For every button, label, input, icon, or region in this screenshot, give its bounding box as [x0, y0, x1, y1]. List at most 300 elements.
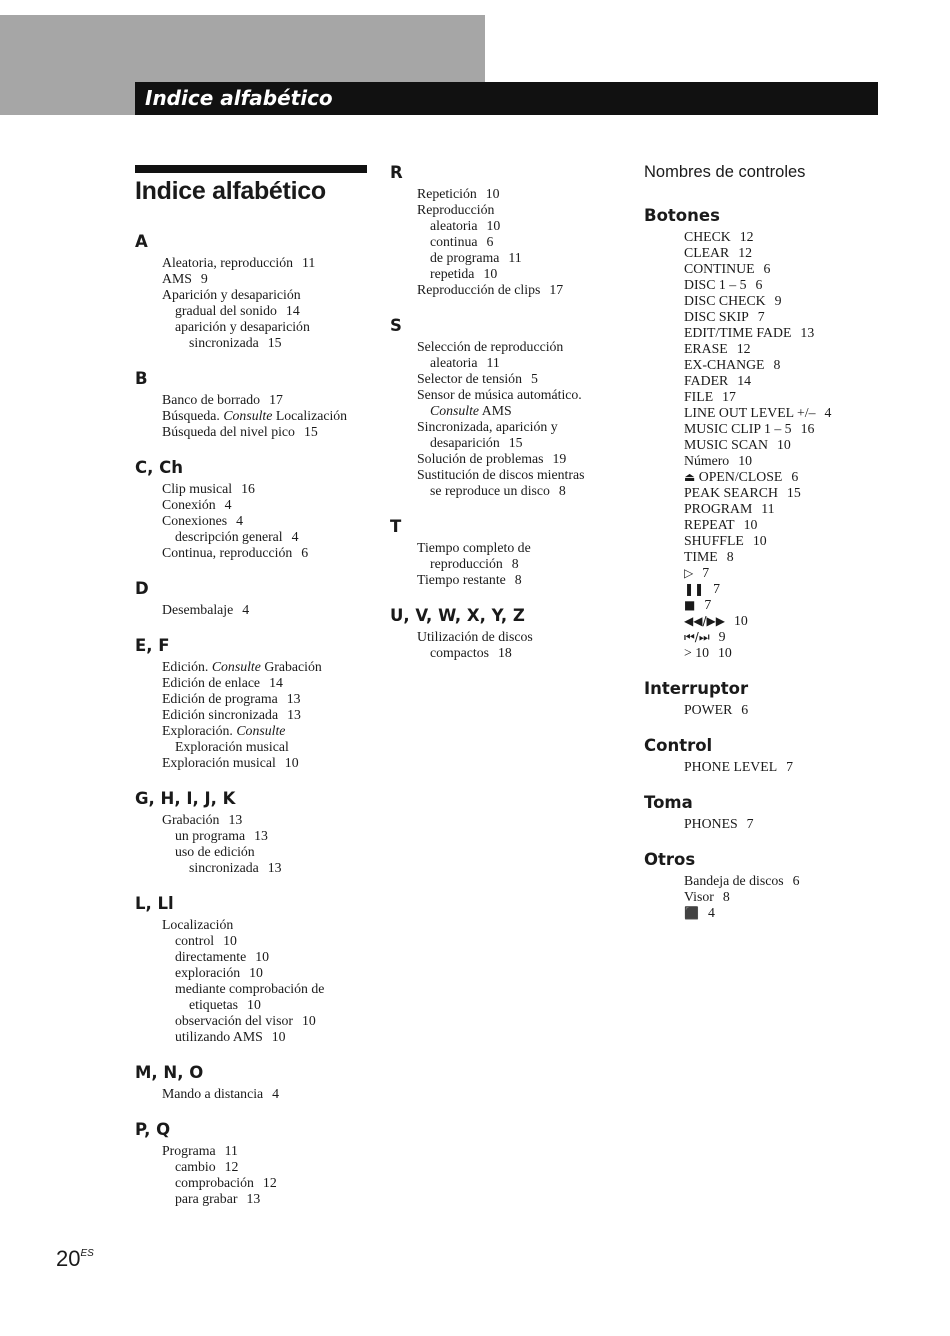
index-entry	[644, 629, 874, 645]
entry-text: control	[175, 933, 215, 948]
index-entry	[390, 419, 620, 435]
title-rule	[135, 165, 367, 173]
page-ref: 11	[486, 355, 500, 370]
index-entry	[135, 739, 375, 755]
page-ref: 17	[549, 282, 564, 297]
page-ref: 10	[249, 965, 263, 980]
index-entry	[644, 905, 874, 921]
section-heading: D	[135, 579, 149, 598]
index-entry	[135, 545, 375, 561]
index-entry	[390, 540, 620, 556]
entry-text: Exploración musical	[175, 739, 289, 754]
page-ref: 6	[486, 234, 494, 249]
section-heading: L, Ll	[135, 894, 174, 913]
index-entry	[390, 282, 620, 298]
entry-text: Utilización de discos	[417, 629, 533, 644]
entry-text: uso de edición	[175, 844, 255, 859]
page-number	[56, 1246, 94, 1272]
index-entry	[135, 271, 375, 287]
index-entry	[135, 691, 375, 707]
entry-list	[390, 540, 620, 588]
entry-text: Aparición y desaparición	[162, 287, 301, 302]
page-ref: 14	[737, 373, 752, 388]
symbol-icon: ❚❚	[684, 582, 705, 596]
index-section	[135, 894, 375, 1045]
page-ref: 11	[224, 1143, 238, 1158]
index-entry	[644, 549, 874, 565]
index-entry	[644, 469, 874, 485]
page-ref: 11	[302, 255, 316, 270]
entry-text: Aleatoria, reproducción	[162, 255, 294, 270]
entry-text: sincronizada	[189, 335, 259, 350]
page-ref: 11	[761, 501, 775, 516]
section-heading: Interruptor	[644, 679, 749, 698]
entry-text: continua	[430, 234, 478, 249]
index-entry	[135, 933, 375, 949]
page-ref: 4	[242, 602, 250, 617]
entry-text: directamente	[175, 949, 247, 964]
entry-text: Selección de reproducción	[417, 339, 564, 354]
entry-text: repetida	[430, 266, 475, 281]
index-section	[644, 850, 874, 921]
index-entry	[135, 303, 375, 319]
page-ref: 15	[508, 435, 523, 450]
index-section	[644, 206, 874, 661]
page-ref: 12	[224, 1159, 239, 1174]
entry-text: aleatoria	[430, 218, 478, 233]
index-entry	[644, 325, 874, 341]
entry-list	[644, 816, 874, 832]
index-entry	[135, 723, 375, 739]
entry-text: EDIT/TIME FADE	[684, 325, 792, 340]
cross-reference-target: Grabación	[264, 659, 322, 674]
page-ref: 10	[223, 933, 237, 948]
entry-text: para grabar	[175, 1191, 238, 1206]
index-entry	[135, 1159, 375, 1175]
entry-text: observación del visor	[175, 1013, 294, 1028]
entry-text: Reproducción de clips	[417, 282, 541, 297]
index-entry	[644, 533, 874, 549]
section-heading: B	[135, 369, 148, 388]
page-ref: 10	[486, 218, 501, 233]
index-entry	[644, 581, 874, 597]
controls-title: Nombres de controles	[644, 163, 806, 181]
page-ref: 10	[255, 949, 270, 964]
index-entry	[135, 860, 375, 876]
entry-text: EX-CHANGE	[684, 357, 765, 372]
index-entry	[390, 234, 620, 250]
index-entry	[390, 629, 620, 645]
entry-text: sincronizada	[189, 860, 259, 875]
index-section	[390, 316, 620, 499]
index-entry	[135, 1143, 375, 1159]
entry-text: un programa	[175, 828, 246, 843]
entry-text: Sustitución de discos mientras	[417, 467, 585, 482]
entry-text: PEAK SEARCH	[684, 485, 778, 500]
entry-list	[135, 481, 375, 561]
entry-text: OPEN/CLOSE	[698, 469, 783, 484]
index-entry	[390, 355, 620, 371]
page-ref: 10	[271, 1029, 286, 1044]
entry-text: CLEAR	[684, 245, 730, 260]
index-entry	[135, 997, 375, 1013]
index-entry	[135, 659, 375, 675]
index-entry	[135, 408, 375, 424]
page-ref: 10	[743, 517, 758, 532]
index-entry	[390, 403, 620, 419]
index-entry	[135, 287, 375, 303]
index-entry	[644, 421, 874, 437]
entry-text: Edición.	[162, 659, 209, 674]
page-ref: 13	[267, 860, 282, 875]
index-entry	[135, 513, 375, 529]
index-entry	[644, 405, 874, 421]
page-ref: 7	[713, 581, 721, 596]
entry-text: Desembalaje	[162, 602, 234, 617]
entry-list	[390, 186, 620, 298]
entry-text: Localización	[162, 917, 234, 932]
entry-text: cambio	[175, 1159, 216, 1174]
section-heading: Control	[644, 736, 713, 755]
cross-reference: Consulte	[430, 403, 480, 418]
index-entry	[390, 202, 620, 218]
page-ref: 15	[786, 485, 801, 500]
index-entry	[644, 373, 874, 389]
page-ref: 10	[247, 997, 261, 1012]
page-ref: 9	[774, 293, 782, 308]
entry-list	[644, 229, 874, 661]
index-entry	[135, 424, 375, 440]
index-entry	[135, 392, 375, 408]
entry-text: Edición sincronizada	[162, 707, 279, 722]
page-ref: 4	[224, 497, 232, 512]
index-entry	[135, 755, 375, 771]
entry-text: Continua, reproducción	[162, 545, 293, 560]
page-ref: 4	[707, 905, 715, 920]
entry-text: etiquetas	[189, 997, 239, 1012]
entry-text: Búsqueda.	[162, 408, 220, 423]
index-section	[135, 1063, 375, 1102]
symbol-icon: ⏮/⏭	[684, 630, 710, 644]
page-ref: 14	[269, 675, 283, 690]
page-ref: 10	[718, 645, 732, 660]
page-ref: 11	[508, 250, 522, 265]
index-section	[390, 517, 620, 588]
index-entry	[135, 481, 375, 497]
page-ref: 7	[702, 565, 710, 580]
section-heading: T	[390, 517, 402, 536]
page-ref: 17	[722, 389, 736, 404]
entry-text: FILE	[684, 389, 714, 404]
page-ref: 7	[757, 309, 765, 324]
index-entry	[644, 613, 874, 629]
entry-text: CHECK	[684, 229, 731, 244]
entry-text: reproducción	[430, 556, 503, 571]
entry-list	[135, 1086, 375, 1102]
entry-list	[644, 873, 874, 921]
page-ref: 6	[763, 261, 771, 276]
entry-text: Bandeja de discos	[684, 873, 784, 888]
index-entry	[644, 873, 874, 889]
entry-text: Exploración.	[162, 723, 233, 738]
index-section	[135, 789, 375, 876]
header-title: Indice alfabético	[145, 86, 333, 110]
index-entry	[390, 387, 620, 403]
index-entry	[644, 293, 874, 309]
index-entry	[390, 451, 620, 467]
page-ref: 10	[302, 1013, 316, 1028]
cross-reference: Consulte	[211, 659, 261, 674]
controls-column	[644, 158, 874, 921]
entry-text: Repetición	[417, 186, 477, 201]
cross-reference-target: AMS	[481, 403, 512, 418]
index-entry	[644, 245, 874, 261]
index-section	[135, 579, 375, 618]
entry-text: Mando a distancia	[162, 1086, 264, 1101]
page-ref: 6	[792, 873, 800, 888]
entry-text: Solución de problemas	[417, 451, 544, 466]
symbol-icon: ⏏	[684, 470, 696, 484]
entry-text: MUSIC CLIP 1 – 5	[684, 421, 792, 436]
page-ref: 17	[269, 392, 283, 407]
entry-text: Conexiones	[162, 513, 228, 528]
entry-text: DISC 1 – 5	[684, 277, 747, 292]
index-entry	[644, 759, 874, 775]
page-ref: 12	[736, 341, 751, 356]
entry-text: MUSIC SCAN	[684, 437, 768, 452]
index-section	[644, 793, 874, 832]
index-entry	[135, 1191, 375, 1207]
entry-text: Tiempo restante	[417, 572, 506, 587]
entry-text: TIME	[684, 549, 718, 564]
entry-text: comprobación	[175, 1175, 254, 1190]
index-entry	[644, 485, 874, 501]
index-entry	[135, 812, 375, 828]
index-section	[390, 163, 620, 298]
page-ref: 7	[786, 759, 794, 774]
section-heading: E, F	[135, 636, 170, 655]
index-entry	[135, 1029, 375, 1045]
page-ref: 10	[284, 755, 299, 770]
entry-text: se reproduce un disco	[430, 483, 550, 498]
index-entry	[390, 339, 620, 355]
entry-text: Sincronizada, aparición y	[417, 419, 558, 434]
index-entry	[135, 844, 375, 860]
entry-text: aparición y desaparición	[175, 319, 310, 334]
section-heading: U, V, W, X, Y, Z	[390, 606, 525, 625]
entry-text: PROGRAM	[684, 501, 753, 516]
entry-text: gradual del sonido	[175, 303, 277, 318]
entry-text: Reproducción	[417, 202, 495, 217]
index-section	[135, 369, 375, 440]
index-entry	[390, 250, 620, 266]
page-ref: 16	[241, 481, 255, 496]
index-entry	[135, 497, 375, 513]
index-entry	[390, 572, 620, 588]
section-heading: P, Q	[135, 1120, 171, 1139]
page-ref: 13	[286, 691, 301, 706]
entry-list	[135, 1143, 375, 1207]
section-heading: Toma	[644, 793, 693, 812]
index-column-1	[135, 158, 375, 1207]
entry-text: Clip musical	[162, 481, 233, 496]
index-entry	[135, 255, 375, 271]
page-ref: 4	[824, 405, 832, 420]
section-heading: C, Ch	[135, 458, 183, 477]
page-ref: 12	[738, 245, 753, 260]
entry-text: DISC CHECK	[684, 293, 766, 308]
index-entry	[644, 309, 874, 325]
entry-text: Selector de tensión	[417, 371, 522, 386]
entry-text: FADER	[684, 373, 729, 388]
cross-reference-target: Localización	[275, 408, 348, 423]
entry-text: utilizando AMS	[175, 1029, 263, 1044]
index-entry	[135, 965, 375, 981]
entry-text: aleatoria	[430, 355, 478, 370]
entry-list	[390, 339, 620, 499]
index-entry	[644, 277, 874, 293]
entry-text: Edición de enlace	[162, 675, 261, 690]
page-number-value: 20	[56, 1246, 81, 1271]
page-ref: 7	[746, 816, 754, 831]
page-header-bar	[135, 82, 878, 115]
index-entry	[135, 1086, 375, 1102]
entry-text: Programa	[162, 1143, 216, 1158]
page-ref: 10	[733, 613, 748, 628]
page-ref: 8	[558, 483, 566, 498]
section-heading: Otros	[644, 850, 696, 869]
entry-text: PHONES	[684, 816, 738, 831]
page-ref: 13	[800, 325, 815, 340]
index-entry	[135, 917, 375, 933]
page-ref: 6	[791, 469, 799, 484]
index-entry	[644, 261, 874, 277]
entry-text: exploración	[175, 965, 241, 980]
entry-text: Tiempo completo de	[417, 540, 531, 555]
entry-text: Grabación	[162, 812, 220, 827]
index-entry	[390, 266, 620, 282]
page-ref: 19	[552, 451, 567, 466]
index-entry	[644, 565, 874, 581]
index-entry	[390, 645, 620, 661]
index-entry	[135, 1013, 375, 1029]
index-section	[644, 736, 874, 775]
entry-text: LINE OUT LEVEL +/–	[684, 405, 816, 420]
index-entry	[644, 597, 874, 613]
index-entry	[390, 218, 620, 234]
entry-text: ERASE	[684, 341, 728, 356]
page-ref: 6	[741, 702, 749, 717]
index-section	[135, 458, 375, 561]
entry-text: CONTINUE	[684, 261, 755, 276]
index-entry	[644, 229, 874, 245]
index-entry	[135, 529, 375, 545]
index-section	[135, 636, 375, 771]
entry-text: Conexión	[162, 497, 216, 512]
index-entry	[135, 828, 375, 844]
entry-text: Sensor de música automático.	[417, 387, 582, 402]
index-entry	[390, 186, 620, 202]
entry-text: Número	[684, 453, 730, 468]
entry-text: REPEAT	[684, 517, 735, 532]
entry-text: Exploración musical	[162, 755, 276, 770]
page-ref: 6	[755, 277, 763, 292]
index-entry	[644, 816, 874, 832]
page-ref: 8	[722, 889, 730, 904]
section-heading: G, H, I, J, K	[135, 789, 236, 808]
page-number-suffix: ES	[80, 1248, 94, 1259]
index-entry	[644, 517, 874, 533]
page-ref: 9	[718, 629, 726, 644]
page-ref: 12	[262, 1175, 277, 1190]
page-ref: 8	[726, 549, 734, 564]
entry-text: compactos	[430, 645, 490, 660]
page-ref: 10	[752, 533, 767, 548]
entry-text: de programa	[430, 250, 500, 265]
index-section	[135, 1120, 375, 1207]
page-ref: 8	[511, 556, 519, 571]
index-entry	[135, 319, 375, 335]
index-entry	[390, 435, 620, 451]
index-entry	[644, 501, 874, 517]
page-ref: 18	[498, 645, 512, 660]
entry-list	[135, 812, 375, 876]
entry-list	[135, 392, 375, 440]
page-ref: 9	[200, 271, 208, 286]
index-entry	[390, 483, 620, 499]
index-entry	[644, 702, 874, 718]
entry-list	[390, 629, 620, 661]
section-heading: M, N, O	[135, 1063, 204, 1082]
index-section	[644, 679, 874, 718]
page-ref: 13	[246, 1191, 261, 1206]
page-ref: 13	[254, 828, 268, 843]
entry-text: Visor	[684, 889, 714, 904]
index-entry	[644, 889, 874, 905]
page-ref: 13	[287, 707, 301, 722]
section-heading: Botones	[644, 206, 720, 225]
index-title: Indice alfabético	[135, 177, 326, 205]
index-entry	[644, 437, 874, 453]
index-entry	[644, 389, 874, 405]
index-entry	[644, 453, 874, 469]
cross-reference: Consulte	[236, 723, 286, 738]
cross-reference: Consulte	[223, 408, 273, 423]
page-ref: 16	[800, 421, 815, 436]
entry-list	[644, 759, 874, 775]
page-ref: 10	[738, 453, 753, 468]
section-heading: R	[390, 163, 403, 182]
index-section	[135, 232, 375, 351]
page-ref: 6	[301, 545, 309, 560]
index-entry	[644, 645, 874, 661]
page-ref: 12	[739, 229, 754, 244]
page-ref: 14	[285, 303, 300, 318]
index-entry	[135, 675, 375, 691]
page-ref: 4	[236, 513, 244, 528]
section-heading: S	[390, 316, 402, 335]
entry-text: DISC SKIP	[684, 309, 749, 324]
index-entry	[135, 335, 375, 351]
entry-list	[644, 702, 874, 718]
index-entry	[135, 707, 375, 723]
page-ref: 15	[267, 335, 282, 350]
page-ref: 7	[704, 597, 712, 612]
entry-text: Banco de borrado	[162, 392, 261, 407]
page-ref: 13	[228, 812, 243, 827]
entry-text: Edición de programa	[162, 691, 278, 706]
index-entry	[644, 357, 874, 373]
